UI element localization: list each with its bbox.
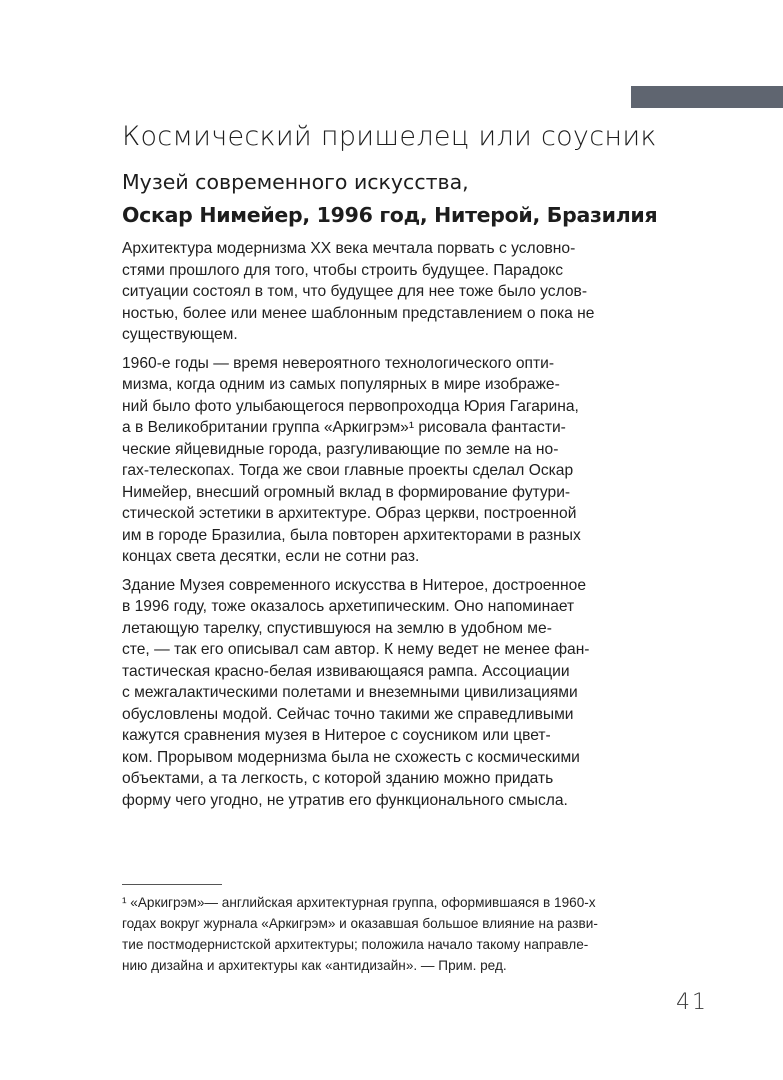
text-line: стической эстетики в архитектуре. Образ церкви, построенной: [122, 505, 577, 522]
text-line: кажутся сравнения музея в Нитерое с соусником или цвет-: [122, 727, 551, 744]
text-line: тастическая красно-белая извивающаяся рампа. Ассоциации: [122, 662, 570, 680]
text-line: объектами, а та легкость, с которой зданию можно придать: [122, 770, 554, 787]
footnote-divider: [122, 884, 222, 885]
footnote: [122, 892, 682, 976]
text-line: в 1996 году, тоже оказалось архетипическим. Оно напоминает: [122, 598, 575, 615]
text-line: ситуации состоял в том, что будущее для нее тоже было услов-: [122, 283, 588, 300]
paragraph-3: [122, 575, 670, 812]
text-line: Здание Музея современного искусства в Нитерое, достроенное: [122, 576, 586, 594]
text-line: с межгалактическими полетами и внеземными цивилизациями: [122, 684, 578, 701]
text-line: летающую тарелку, спустившуюся на землю в удобном ме-: [122, 619, 552, 637]
text-line: сте, — так его описывал сам автор. К нему ведет не менее фан-: [122, 641, 590, 658]
text-line: форму чего угодно, не утратив его функционального смысла.: [122, 791, 568, 809]
text-line: 1960-е годы — время невероятного технологического опти-: [122, 354, 555, 372]
chapter-marker-band: [631, 86, 783, 108]
body-text: [122, 238, 670, 818]
paragraph-1: [122, 238, 670, 346]
footnote-line: годах вокруг журнала «Аркигрэм» и оказавшая большое влияние на разви-: [122, 916, 598, 931]
page-number: 41: [676, 990, 708, 1015]
chapter-subtitle: [122, 166, 682, 232]
subtitle-museum-name: Музей современного искусства,: [122, 170, 469, 194]
footnote-line: ¹ «Аркигрэм»— английская архитектурная группа, оформившаяся в 1960-х: [122, 895, 596, 910]
text-line: стями прошлого для того, чтобы строить будущее. Парадокс: [122, 261, 564, 279]
footnote-line: нию дизайна и архитектуры как «антидизайн». — Прим. ред.: [122, 958, 507, 973]
subtitle-architect-year-place: Оскар Нимейер, 1996 год, Нитерой, Бразилия: [122, 203, 658, 227]
text-line: Нимейер, внесший огромный вклад в формирование футури-: [122, 483, 571, 501]
text-line: ком. Прорывом модернизма была не схожесть с космическими: [122, 748, 580, 766]
text-line: ностью, более или менее шаблонным представлением о пока не: [122, 304, 595, 322]
text-line: Архитектура модернизма XX века мечтала порвать с условно-: [122, 240, 576, 257]
text-line: существующем.: [122, 326, 238, 343]
text-line: мизма, когда одним из самых популярных в мире изображе-: [122, 376, 560, 393]
text-line: гах-телескопах. Тогда же свои главные проекты сделал Оскар: [122, 462, 574, 479]
chapter-title: Космический пришелец или соусник: [122, 121, 657, 152]
text-line: обусловлены модой. Сейчас точно такими же справедливыми: [122, 705, 574, 723]
text-line: ческие яйцевидные города, разгуливающие по земле на но-: [122, 440, 559, 458]
paragraph-2: [122, 353, 670, 568]
text-line: а в Великобритании группа «Аркигрэм»¹ рисовала фантасти-: [122, 419, 566, 436]
footnote-line: тие постмодернистской архитектуры; положила начало такому направле-: [122, 937, 589, 952]
text-line: ний было фото улыбающегося первопроходца Юрия Гагарина,: [122, 397, 579, 415]
text-line: им в городе Бразилиа, была повторен архитекторами в разных: [122, 526, 581, 544]
text-line: концах света десятки, если не сотни раз.: [122, 548, 420, 565]
